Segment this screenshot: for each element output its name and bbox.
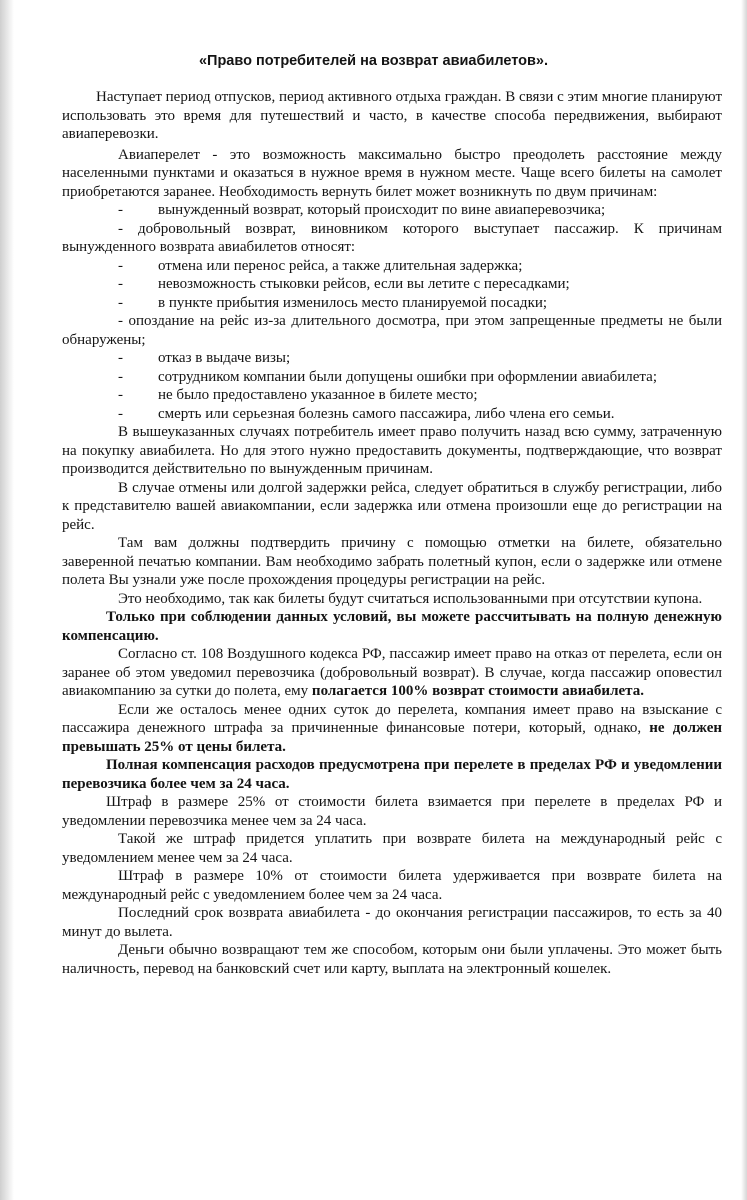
list-dash: - <box>118 387 123 403</box>
paragraph-text: Если же осталось менее одних суток до перелета, компания имеет право на взыскание с пассажира денежного штрафа за причиненные финансовые потери, который, однако, <box>62 701 722 736</box>
list-item-text: смерть или серьезная болезнь самого пассажира, либо члена его семьи. <box>158 405 615 422</box>
list-item-cause <box>62 386 722 405</box>
paragraph-intro: Наступает период отпусков, период активного отдыха граждан. В связи с этим многие планируют использовать это время для путешествий и часто, в качестве способа передвижения, выбирают авиаперевозки. <box>62 89 722 142</box>
list-dash: - <box>118 405 123 422</box>
paragraph-penalty-25-domestic: Штраф в размере 25% от стоимости билета взимается при перелете в пределах РФ и уведомлении перевозчика менее чем за 24 часа. <box>62 794 722 829</box>
list-item-cause <box>62 294 722 313</box>
bold-text: Только при соблюдении данных условий, вы можете рассчитывать на полную денежную компенсацию. <box>62 609 722 644</box>
list-item-text: невозможность стыковки рейсов, если вы летите с пересадками; <box>158 276 570 292</box>
list-item-text: отказ в выдаче визы; <box>158 350 291 366</box>
document-title: «Право потребителей на возврат авиабилетов». <box>198 53 549 69</box>
paragraph-voluntary-return: - добровольный возврат, виновником которого выступает пассажир. К причинам вынужденного возврата авиабилетов относят: <box>62 220 722 255</box>
document-body <box>62 88 722 978</box>
list-item-cause <box>62 257 722 276</box>
list-item-text: не было предоставлено указанное в билете место; <box>158 387 478 403</box>
list-item-cause <box>62 349 722 368</box>
paragraph-coupon: Это необходимо, так как билеты будут считаться использованными при отсутствии купона. <box>118 590 703 607</box>
list-item-text: отмена или перенос рейса, а также длительная задержка; <box>158 257 523 274</box>
paragraph-cancellation: В случае отмены или долгой задержки рейса, следует обратиться в службу регистрации, либо к представителю вашей авиакомпании, если задержка или отмена произошли еще до регистрации на рейс. <box>62 479 722 533</box>
list-item-cause <box>62 405 722 424</box>
list-item-text: в пункте прибытия изменилось место планируемой посадки; <box>158 294 548 311</box>
paragraph-penalty <box>62 701 722 757</box>
list-dash: - <box>118 276 123 292</box>
paragraph-full-compensation <box>62 756 722 793</box>
scan-edge-left <box>0 0 14 1200</box>
paragraph-air-code <box>62 645 722 701</box>
list-dash: - <box>118 368 123 385</box>
paragraph-penalty-international: Такой же штраф придется уплатить при возврате билета на международный рейс с уведомлением менее чем за 24 часа. <box>62 831 722 866</box>
paragraph-penalty-10: Штраф в размере 10% от стоимости билета удерживается при возврате билета на международный рейс с уведомлением более чем за 24 часа. <box>62 868 722 903</box>
list-dash: - <box>118 257 123 274</box>
list-dash: - <box>118 294 123 311</box>
paragraph-flight-definition: Авиаперелет - это возможность максимально быстро преодолеть расстояние между населенными пунктами и оказаться в нужное время в нужном месте. Чаще всего билеты на самолет приобретаются заранее. Необходимость вернуть билет может возникнуть по двум причинам: <box>62 146 722 200</box>
paragraph-payment-method: Деньги обычно возвращают тем же способом, которым они были уплачены. Это может быть наличность, перевод на банковский счет или карту, выплата на электронный кошелек. <box>62 942 722 977</box>
paragraph-confirmation: Там вам должны подтвердить причину с помощью отметки на билете, обязательно заверенной печатью компании. Вам необходимо забрать полетный купон, если о задержке или отмене полета Вы узнали уже после прохождения процедуры регистрации на рейс. <box>62 535 722 588</box>
paragraph-text: Согласно ст. 108 Воздушного кодекса РФ, пассажир имеет право на отказ от перелета, если он заранее об этом уведомил перевозчика (добровольный возврат). В случае, когда пассажир оповестил авиакомпанию за сутки до полета, ему <box>62 646 722 699</box>
list-dash: - <box>118 350 123 366</box>
list-item-text: вынужденный возврат, который происходит по вине авиаперевозчика; <box>158 202 606 218</box>
bold-text: Полная компенсация расходов предусмотрена при перелете в пределах РФ и уведомлении перевозчика более чем за 24 часа. <box>62 757 722 792</box>
list-item-cause <box>62 368 722 387</box>
list-item-reason-forced <box>62 201 722 220</box>
paragraph-conditions-bold <box>62 608 722 645</box>
bold-text: полагается 100% возврат стоимости авиабилета. <box>311 683 644 699</box>
list-dash: - <box>118 202 123 218</box>
bold-text: не должен превышать 25% от цены билета. <box>62 720 722 755</box>
list-item-cause <box>62 275 722 294</box>
list-item-cause-late: - опоздание на рейс из-за длительного досмотра, при этом запрещенные предметы не были обнаружены; <box>62 313 722 348</box>
list-item-text: сотрудником компании были допущены ошибки при оформлении авиабилета; <box>158 368 657 385</box>
paragraph-deadline: Последний срок возврата авиабилета - до окончания регистрации пассажиров, то есть за 40 минут до вылета. <box>62 905 722 940</box>
paragraph-full-refund: В вышеуказанных случаях потребитель имеет право получить назад всю сумму, затраченную на покупку авиабилета. Но для этого нужно предоставить документы, подтверждающие, что возврат производится действительно по вынужденным причинам. <box>62 424 722 477</box>
scan-edge-right <box>741 0 747 1200</box>
